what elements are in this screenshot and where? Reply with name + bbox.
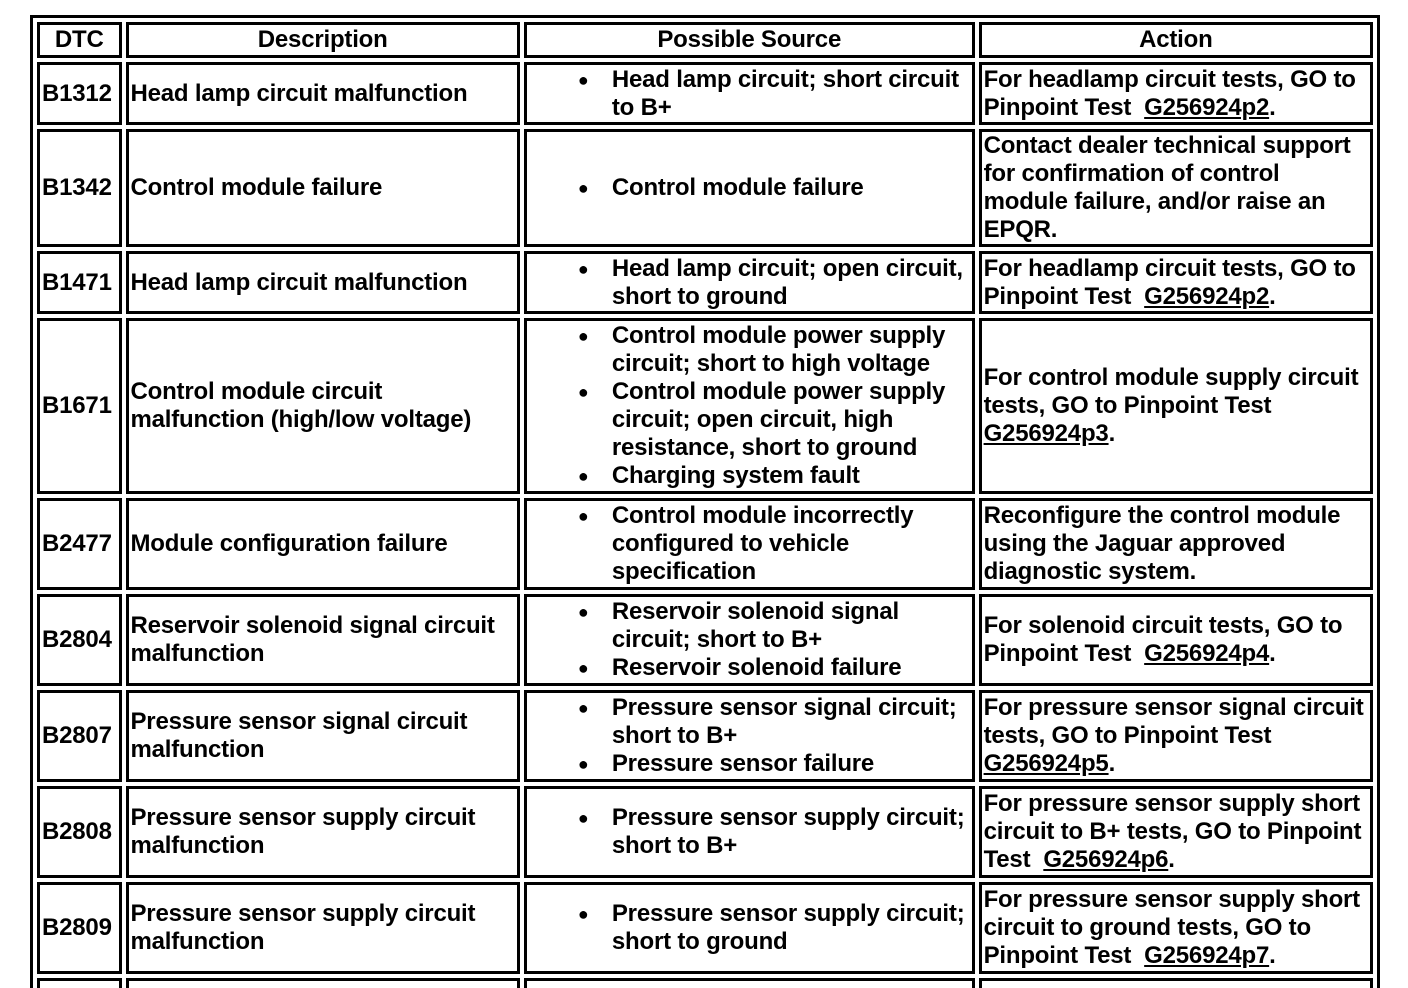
source-item: ● Head lamp circuit; open circuit, short to ground	[612, 255, 970, 311]
possible-source	[524, 882, 975, 974]
action-text: Reconfigure the control module using the Jaguar approved diagnostic system.	[983, 502, 1341, 585]
dtc-code: B1671	[37, 318, 122, 494]
possible-source	[524, 594, 975, 686]
dtc-description: Head lamp circuit malfunction	[126, 251, 520, 314]
action-suffix: .	[1269, 640, 1276, 667]
possible-source	[524, 251, 975, 314]
action-text: Contact dealer technical support for confirmation of control module failure, and/or raise an EPQR.	[983, 132, 1351, 243]
table-row	[37, 498, 1373, 590]
action-suffix: .	[1168, 846, 1175, 873]
source-list	[529, 174, 970, 202]
dtc-table	[30, 15, 1380, 988]
dtc-description: Control module failure	[126, 129, 520, 247]
dtc-code: B1471	[37, 251, 122, 314]
action-cell	[979, 129, 1373, 247]
dtc-code: B2809	[37, 882, 122, 974]
empty-cell	[979, 978, 1373, 988]
possible-source	[524, 786, 975, 878]
table-row	[37, 318, 1373, 494]
dtc-code: B1312	[37, 62, 122, 125]
source-item: ● Pressure sensor supply circuit; short to ground	[612, 900, 970, 956]
action-cell	[979, 498, 1373, 590]
pinpoint-test-link[interactable]: G256924p4	[1144, 640, 1270, 667]
table-row-continued	[37, 978, 1373, 988]
source-item: ● Charging system fault	[612, 462, 970, 490]
source-item: ● Pressure sensor failure	[612, 750, 970, 778]
source-item: ● Control module power supply circuit; short to high voltage	[612, 322, 970, 378]
action-text: For headlamp circuit tests, GO to Pinpoint Test	[983, 65, 1356, 121]
source-item: ● Control module incorrectly configured to vehicle specification	[612, 502, 970, 586]
empty-cell	[524, 978, 975, 988]
source-item: ● Reservoir solenoid failure	[612, 654, 970, 682]
dtc-table-container	[30, 15, 1380, 988]
possible-source	[524, 690, 975, 782]
action-text: For pressure sensor supply short circuit to B+ tests, GO to Pinpoint Test	[983, 790, 1362, 873]
table-row	[37, 690, 1373, 782]
table-row	[37, 882, 1373, 974]
action-text: For control module supply circuit tests, GO to Pinpoint Test	[983, 364, 1359, 419]
action-text: For pressure sensor signal circuit tests, GO to Pinpoint Test	[983, 694, 1364, 749]
source-list	[529, 804, 970, 860]
source-list	[529, 900, 970, 956]
dtc-description: Head lamp circuit malfunction	[126, 62, 520, 125]
dtc-code: B2477	[37, 498, 122, 590]
source-list	[529, 255, 970, 311]
action-suffix: .	[1269, 942, 1276, 969]
action-cell	[979, 690, 1373, 782]
dtc-description: Pressure sensor supply circuit malfunction	[126, 882, 520, 974]
table-row	[37, 129, 1373, 247]
pinpoint-test-link[interactable]: G256924p3	[983, 420, 1109, 447]
source-item: ● Control module power supply circuit; open circuit, high resistance, short to ground	[612, 378, 970, 462]
pinpoint-test-link[interactable]: G256924p2	[1144, 93, 1270, 121]
dtc-code: B2808	[37, 786, 122, 878]
action-cell	[979, 251, 1373, 314]
action-text: For pressure sensor supply short circuit to ground tests, GO to Pinpoint Test	[983, 886, 1360, 969]
header-action: Action	[979, 22, 1373, 58]
dtc-description: Pressure sensor supply circuit malfunction	[126, 786, 520, 878]
action-suffix: .	[1108, 420, 1116, 447]
action-cell	[979, 318, 1373, 494]
source-item: ● Reservoir solenoid signal circuit; short to B+	[612, 598, 970, 654]
source-item: ● Head lamp circuit; short circuit to B+	[612, 66, 970, 122]
pinpoint-test-link[interactable]: G256924p2	[1144, 282, 1270, 310]
dtc-description: Module configuration failure	[126, 498, 520, 590]
action-text: For headlamp circuit tests, GO to Pinpoint Test	[983, 254, 1356, 310]
action-text: For solenoid circuit tests, GO to Pinpoint Test	[983, 612, 1343, 667]
header-description: Description	[126, 22, 520, 58]
action-cell	[979, 786, 1373, 878]
possible-source	[524, 318, 975, 494]
table-row	[37, 62, 1373, 125]
pinpoint-test-link[interactable]: G256924p5	[983, 750, 1109, 777]
source-list	[529, 694, 970, 778]
header-possible-source: Possible Source	[524, 22, 975, 58]
source-item: ● Pressure sensor signal circuit; short to B+	[612, 694, 970, 750]
header-dtc: DTC	[37, 22, 122, 58]
source-list	[529, 598, 970, 682]
dtc-code: B2804	[37, 594, 122, 686]
table-row	[37, 786, 1373, 878]
dtc-description: Reservoir solenoid signal circuit malfunction	[126, 594, 520, 686]
action-cell	[979, 882, 1373, 974]
source-item: ● Control module failure	[612, 174, 970, 202]
action-suffix: .	[1269, 93, 1276, 121]
action-suffix: .	[1269, 282, 1276, 310]
possible-source	[524, 129, 975, 247]
empty-cell	[126, 978, 520, 988]
source-item: ● Pressure sensor supply circuit; short to B+	[612, 804, 970, 860]
dtc-code: B2807	[37, 690, 122, 782]
possible-source	[524, 62, 975, 125]
table-row	[37, 251, 1373, 314]
dtc-description: Control module circuit malfunction (high/low voltage)	[126, 318, 520, 494]
possible-source	[524, 498, 975, 590]
pinpoint-test-link[interactable]: G256924p6	[1043, 846, 1169, 873]
source-list	[529, 502, 970, 586]
dtc-code: B1342	[37, 129, 122, 247]
table-row	[37, 594, 1373, 686]
action-cell	[979, 594, 1373, 686]
action-cell	[979, 62, 1373, 125]
empty-cell	[37, 978, 122, 988]
pinpoint-test-link[interactable]: G256924p7	[1144, 942, 1270, 969]
header-row	[37, 22, 1373, 58]
source-list	[529, 66, 970, 122]
action-suffix: .	[1108, 750, 1116, 777]
dtc-description: Pressure sensor signal circuit malfunction	[126, 690, 520, 782]
source-list	[529, 322, 970, 490]
